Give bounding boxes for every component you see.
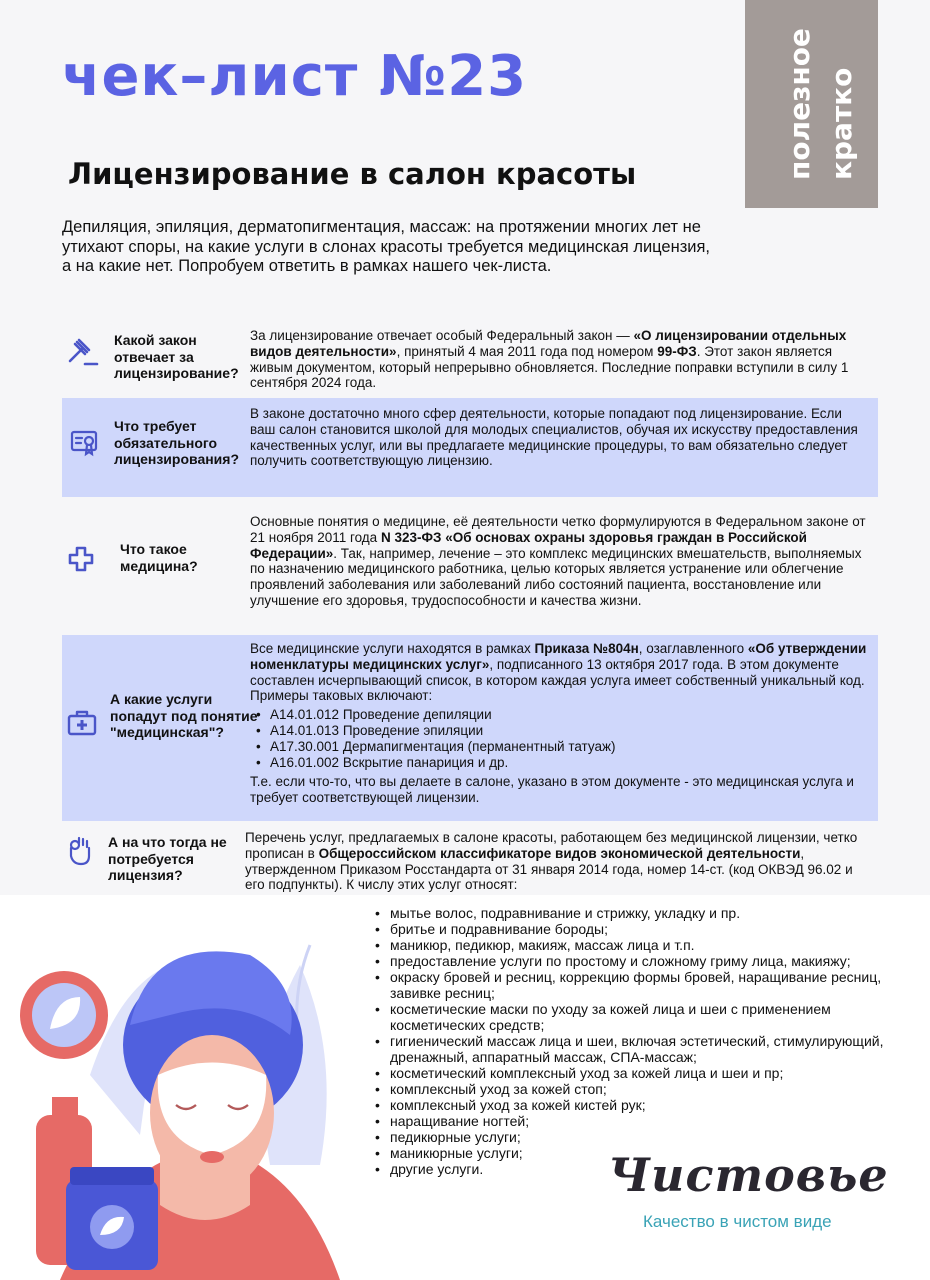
- faq-question: Какой закон отвечает за лицензирование?: [114, 332, 239, 381]
- intro-text: Депиляция, эпиляция, дерматопигментация, массаж: на протяжении многих лет не утихают споры, на какие услуги в слонах красоты требуется медицинская лицензия, а на какие нет. Попробуем ответить в рамках нашего чек-листа.: [62, 218, 711, 275]
- faq-row-licensing: [62, 398, 878, 497]
- hand-ok-icon: [65, 836, 95, 873]
- faq-answer: Перечень услуг, предлагаемых в салоне красоты, работающем без медицинской лицензии, четко прописан в Общероссийском классификаторе видов экономической деятельности, утвержденном Приказом Росстандарта от 31 января 2014 года, номер 14-ст. (код ОКВЭД 96.02 и его подпункты). К числу этих услуг относят:: [245, 830, 858, 893]
- medkit-icon: [67, 709, 97, 742]
- list-item: • маникюрные услуги;: [372, 1145, 892, 1161]
- services-list: [372, 905, 892, 1177]
- list-item: • предоставление услуги по простому и сложному гриму лица, макияжу;: [372, 953, 892, 969]
- faq-row-medical-services: [62, 635, 878, 821]
- list-item: • А14.01.012 Проведение депиляции: [250, 707, 870, 723]
- list-item: • А16.01.002 Вскрытие панариция и др.: [250, 755, 870, 771]
- faq-answer: За лицензирование отвечает особый Федеральный закон — «О лицензировании отдельных видов деятельности», принятый 4 мая 2011 года под номером 99-ФЗ. Этот закон является живым документом, который непрерывно обновляется. Последние поправки вступили в силу 1 сентября 2024 года.: [250, 328, 849, 391]
- list-item: • мытье волос, подравнивание и стрижку, укладку и пр.: [372, 905, 892, 921]
- side-tab-line2: кратко: [825, 67, 858, 180]
- list-item: • косметический комплексный уход за кожей лица и шеи и пр;: [372, 1065, 892, 1081]
- list-item: • косметические маски по уходу за кожей лица и шеи с применением косметических средств;: [372, 1001, 892, 1033]
- faq-question: А на что тогда не потребуется лицензия?: [108, 834, 227, 883]
- faq-question: Что такое медицина?: [120, 541, 198, 574]
- spa-woman-illustration: [0, 905, 360, 1280]
- faq-answer: Основные понятия о медицине, её деятельности четко формулируются в Федеральном законе от 21 ноября 2011 года N 323-ФЗ «Об основах охраны здоровья граждан в Российской Федерации». Так, например, лечение – это комплекс медицинских вмешательств, выполняемых по назначению медицинского работника, целью которых является устранение или облегчение проявлений заболевания или заболеваний либо состояний пациента, восстановление или улучшение его здоровья, трудоспособности и качества жизни.: [250, 514, 866, 608]
- list-item: • окраску бровей и ресниц, коррекцию формы бровей, наращивание ресниц, завивке ресниц;: [372, 969, 892, 1001]
- list-item: • гигиенический массаж лица и шеи, включая эстетический, стимулирующий, дренажный, аппаратный массаж, СПА-массаж;: [372, 1033, 892, 1065]
- faq-question: Что требует обязательного лицензирования?: [114, 418, 240, 467]
- faq-answer: В законе достаточно много сфер деятельности, которые попадают под лицензирование. Если ваш салон становится школой для молодых специалистов, обучая их искусству предоставления качественных услуг, или вы предлагаете медицинские процедуры, то вам обязательно следует получить соответствующую лицензию.: [250, 406, 858, 469]
- list-item: • комплексный уход за кожей стоп;: [372, 1081, 892, 1097]
- medical-code-list: [250, 707, 870, 770]
- list-item: • А14.01.013 Проведение эпиляции: [250, 723, 870, 739]
- list-item: • маникюр, педикюр, макияж, массаж лица и т.п.: [372, 937, 892, 953]
- list-item: • А17.30.001 Дермапигментация (перманентный татуаж): [250, 739, 870, 755]
- faq-row-law: [62, 322, 878, 394]
- brand-logo: Чистовье: [608, 1148, 889, 1202]
- list-item: • другие услуги.: [372, 1161, 892, 1177]
- certificate-icon: [70, 428, 100, 465]
- gavel-icon: [65, 334, 99, 373]
- faq-row-no-license: [62, 828, 878, 898]
- faq-answer: Все медицинские услуги находятся в рамках Приказа №804н, озаглавленного «Об утверждении номенклатуры медицинских услуг», подписанного 13 октября 2017 года. В этом документе составлен исчерпывающий список, в котором каждая услуга имеет собственный уникальный код. Примеры таковых включают: • А14.01.012 Проведение депиляции • А14.01.013 Проведение эпиляции • А17.30.001 Дермапигментация (перманентный татуаж) • А16.01.002 Вскрытие панариция и др. Т.е. если что-то, что вы делаете в салоне, указано в этом документе - это медицинская услуга и требует соответствующей лицензии.: [250, 641, 870, 806]
- list-item: • комплексный уход за кожей кистей рук;: [372, 1097, 892, 1113]
- brand-slogan: Качество в чистом виде: [643, 1212, 832, 1231]
- list-item: • бритье и подравнивание бороды;: [372, 921, 892, 937]
- faq-row-medicine: [62, 510, 878, 625]
- list-item: • наращивание ногтей;: [372, 1113, 892, 1129]
- medical-cross-icon: [68, 546, 94, 577]
- list-item: • педикюрные услуги;: [372, 1129, 892, 1145]
- page-subtitle: Лицензирование в салон красоты: [68, 157, 637, 191]
- faq-question: А какие услуги попадут под понятие "медицинская"?: [110, 691, 258, 740]
- page-title: чек–лист №23: [62, 44, 528, 109]
- side-tab-line1: полезное: [783, 28, 816, 180]
- side-tab: [745, 0, 878, 208]
